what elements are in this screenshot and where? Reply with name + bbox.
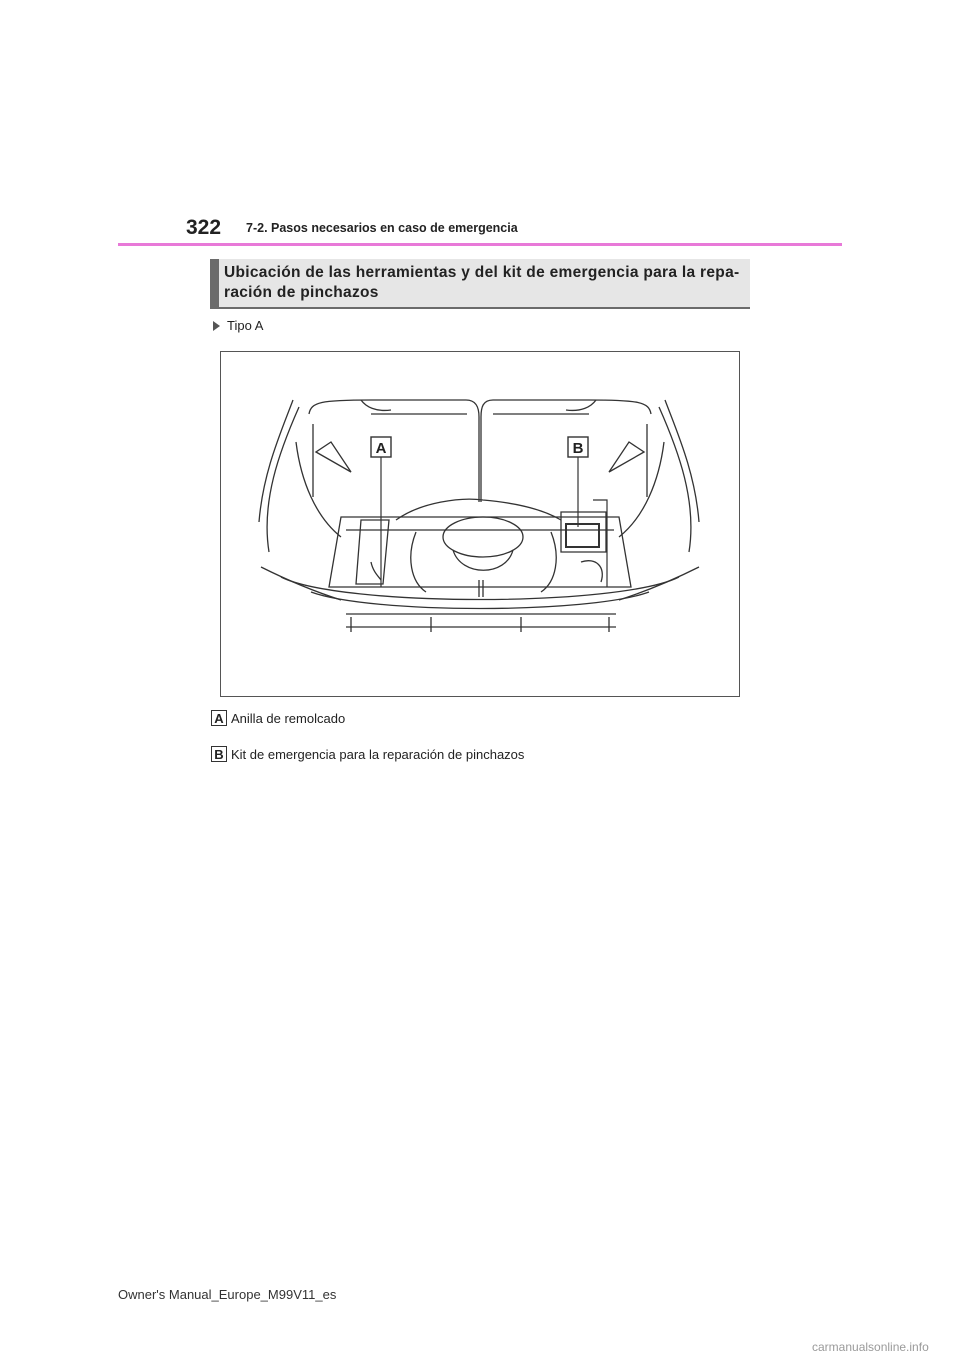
type-label	[213, 318, 263, 333]
footer-manual-id: Owner's Manual_Europe_M99V11_es	[118, 1287, 337, 1302]
section-title: Ubicación de las herramientas y del kit de emergencia para la repa-ración de pinchazos	[224, 264, 740, 301]
chapter-title: 7-2. Pasos necesarios en caso de emergencia	[246, 221, 518, 235]
header-divider	[118, 243, 842, 246]
callout-a	[211, 710, 345, 726]
section-heading	[210, 259, 750, 309]
page-number: 322	[186, 216, 222, 239]
callout-b	[211, 746, 524, 762]
trunk-illustration	[220, 351, 740, 697]
callout-a-text: Anilla de remolcado	[231, 711, 346, 726]
callout-b-letter: B	[211, 746, 227, 762]
figure-label-b: B	[572, 440, 584, 457]
watermark: carmanualsonline.info	[812, 1340, 929, 1354]
triangle-bullet-icon	[213, 321, 220, 331]
trunk-drawing	[221, 352, 739, 696]
callout-a-letter: A	[211, 710, 227, 726]
section-heading-bar	[210, 259, 219, 307]
callout-b-text: Kit de emergencia para la reparación de pinchazos	[231, 747, 525, 762]
type-label-text: Tipo A	[227, 318, 264, 333]
figure-label-a: A	[375, 440, 387, 457]
